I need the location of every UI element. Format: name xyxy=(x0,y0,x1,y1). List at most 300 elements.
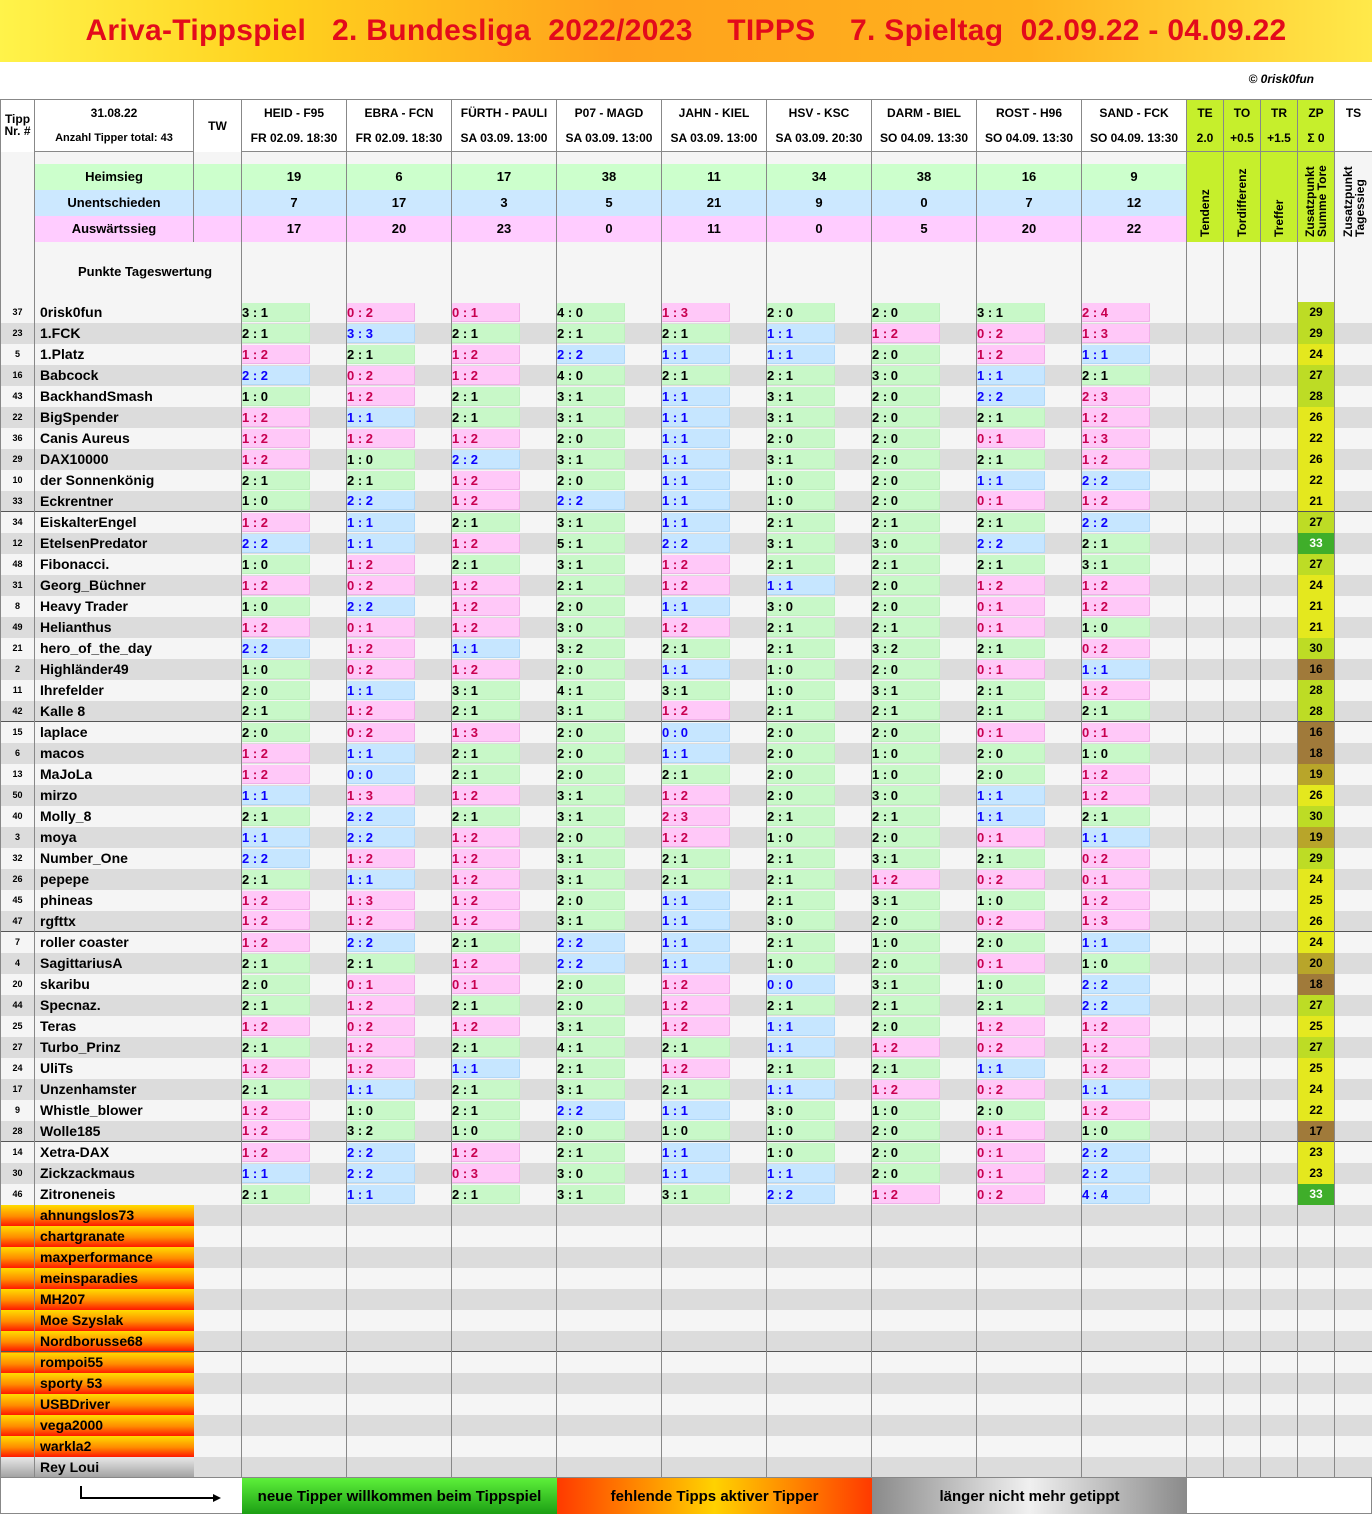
tip-value: 1 : 1 xyxy=(977,1059,1045,1078)
tip-value: 2 : 2 xyxy=(557,954,625,973)
tip-cell xyxy=(557,743,662,764)
score-cell xyxy=(1187,932,1224,953)
ts-cell xyxy=(1335,1079,1372,1100)
match-time-label: SA 03.09. 13:00 xyxy=(565,131,653,146)
score-cell xyxy=(1224,575,1261,596)
ts-cell xyxy=(1335,701,1372,722)
tw-cell xyxy=(194,512,242,533)
tw-cell xyxy=(194,1037,242,1058)
tip-cell xyxy=(977,1037,1082,1058)
tip-value: 1 : 1 xyxy=(242,1164,310,1183)
tip-cell xyxy=(1082,806,1187,827)
tip-cell xyxy=(1082,743,1187,764)
tip-cell xyxy=(1082,974,1187,995)
tipper-nr xyxy=(1,1079,35,1100)
tip-cell xyxy=(1082,659,1187,680)
tip-value: 2 : 3 xyxy=(1082,387,1150,406)
tip-value: 2 : 0 xyxy=(767,744,835,763)
score-cell xyxy=(1224,848,1261,869)
tipper-nr-text: 2 xyxy=(14,664,20,674)
tip-value: 3 : 1 xyxy=(1082,555,1150,574)
tip-value: 2 : 1 xyxy=(452,513,520,532)
tip-cell xyxy=(977,344,1082,365)
tip-cell xyxy=(452,428,557,449)
score-cell xyxy=(1224,596,1261,617)
tip-value: 1 : 2 xyxy=(1082,450,1150,469)
tip-value: 3 : 1 xyxy=(452,681,520,700)
tipper-nr-text: 49 xyxy=(12,622,23,632)
ts-cell xyxy=(1335,1184,1372,1205)
tip-value: 2 : 0 xyxy=(557,996,625,1015)
tipper-name xyxy=(35,449,194,470)
tipper-nr xyxy=(1,890,35,911)
zp-cell xyxy=(1298,974,1335,995)
tip-value: 1 : 2 xyxy=(452,891,520,910)
tw-cell xyxy=(194,764,242,785)
stat-value xyxy=(1082,164,1187,190)
zp-cell xyxy=(1298,533,1335,554)
tip-cell xyxy=(767,1037,872,1058)
match-name: DARM - BIEL xyxy=(887,105,961,120)
tip-cell xyxy=(1082,701,1187,722)
tip-value: 1 : 0 xyxy=(977,975,1045,994)
score-cell xyxy=(1261,596,1298,617)
zp-value: 17 xyxy=(1309,1123,1323,1138)
tipper-name-text: skaribu xyxy=(40,976,90,992)
tip-cell xyxy=(977,323,1082,344)
tip-cell xyxy=(1082,722,1187,743)
tip-cell xyxy=(347,449,452,470)
tip-cell xyxy=(767,638,872,659)
tip-value: 2 : 0 xyxy=(767,303,835,322)
tipper-nr xyxy=(1,533,35,554)
tip-value: 1 : 1 xyxy=(347,870,415,889)
tip-cell xyxy=(662,764,767,785)
tip-cell xyxy=(347,1121,452,1142)
tipper-nr-text: 6 xyxy=(14,748,20,758)
tip-value: 1 : 2 xyxy=(452,429,520,448)
tip-cell xyxy=(872,554,977,575)
tipper-name-text: moya xyxy=(40,829,77,845)
tip-value: 1 : 2 xyxy=(1082,576,1150,595)
tip-cell xyxy=(662,554,767,575)
score-cell xyxy=(1187,827,1224,848)
zp-cell xyxy=(1298,470,1335,491)
tip-value: 2 : 1 xyxy=(452,744,520,763)
tipper-name xyxy=(35,743,194,764)
tip-cell xyxy=(242,932,347,953)
tip-value: 1 : 2 xyxy=(1082,765,1150,784)
tip-cell xyxy=(557,1058,662,1079)
tip-cell xyxy=(662,575,767,596)
tip-value: 2 : 1 xyxy=(347,954,415,973)
score-cell xyxy=(1261,1121,1298,1142)
tip-value: 2 : 1 xyxy=(872,701,940,720)
table-row xyxy=(1,890,1372,911)
tipper-name xyxy=(35,848,194,869)
date: 31.08.22 xyxy=(90,105,138,120)
tip-value: 0 : 1 xyxy=(977,723,1045,742)
zp-value: 21 xyxy=(1309,599,1323,613)
tip-value: 2 : 0 xyxy=(242,681,310,700)
tip-value: 2 : 1 xyxy=(452,1185,520,1204)
tip-value: 1 : 0 xyxy=(662,1121,730,1140)
stat-value-text: 34 xyxy=(811,169,827,184)
tipper-nr-text: 44 xyxy=(12,1000,23,1010)
tip-cell xyxy=(872,953,977,974)
scoring-long-label xyxy=(1224,152,1261,242)
tip-value: 1 : 0 xyxy=(347,1101,415,1120)
zp-value: 28 xyxy=(1309,703,1323,718)
tip-cell xyxy=(977,659,1082,680)
tip-value: 4 : 1 xyxy=(557,1038,625,1057)
tip-value: 2 : 2 xyxy=(452,450,520,469)
tipper-name-text: 1.Platz xyxy=(40,346,85,362)
tipper-nr xyxy=(1,470,35,491)
tip-value: 2 : 2 xyxy=(347,933,415,952)
tip-cell xyxy=(767,617,872,638)
tip-value: 0 : 1 xyxy=(977,660,1045,679)
tip-value: 0 : 2 xyxy=(347,660,415,679)
tw-cell xyxy=(194,407,242,428)
tip-value: 3 : 1 xyxy=(977,303,1045,322)
tip-value: 2 : 1 xyxy=(242,701,310,720)
tip-value: 2 : 1 xyxy=(662,639,730,658)
tip-value: 2 : 1 xyxy=(872,618,940,637)
tipper-nr-text: 24 xyxy=(12,1063,23,1073)
tip-value: 1 : 2 xyxy=(347,1038,415,1057)
scoring-long-label xyxy=(1261,152,1298,242)
tip-cell xyxy=(977,617,1082,638)
tip-value: 2 : 0 xyxy=(872,450,940,469)
tip-cell xyxy=(872,449,977,470)
stat-value xyxy=(662,164,767,190)
tip-cell xyxy=(557,1121,662,1142)
score-cell xyxy=(1224,764,1261,785)
tip-cell xyxy=(767,764,872,785)
tip-cell xyxy=(977,1079,1082,1100)
tip-value: 4 : 4 xyxy=(1082,1185,1150,1204)
tip-value: 1 : 2 xyxy=(452,870,520,889)
tipper-name-text: 0risk0fun xyxy=(40,304,103,320)
tip-cell xyxy=(242,659,347,680)
zp-value: 18 xyxy=(1309,977,1323,991)
tip-value: 2 : 1 xyxy=(977,639,1045,658)
tip-cell xyxy=(662,449,767,470)
stat-value-text: 21 xyxy=(706,195,722,210)
tip-cell xyxy=(557,890,662,911)
tip-value: 2 : 0 xyxy=(872,597,940,616)
tw-cell xyxy=(194,638,242,659)
tip-value: 3 : 1 xyxy=(872,849,940,868)
tip-cell xyxy=(977,470,1082,491)
punkte-label: Punkte Tageswertung xyxy=(78,264,213,279)
tip-value: 2 : 1 xyxy=(1082,534,1150,553)
tip-cell xyxy=(242,1079,347,1100)
match-time xyxy=(767,126,872,152)
tip-cell xyxy=(977,449,1082,470)
zp-value: 22 xyxy=(1309,473,1323,487)
tip-cell xyxy=(347,911,452,932)
tip-cell xyxy=(767,596,872,617)
tipper-nr xyxy=(1,701,35,722)
tipper-name-text: UliTs xyxy=(40,1060,74,1076)
tipper-nr xyxy=(1,932,35,953)
tip-cell xyxy=(662,428,767,449)
tip-value: 2 : 1 xyxy=(977,513,1045,532)
tip-cell xyxy=(872,302,977,323)
tip-value: 1 : 2 xyxy=(872,1038,940,1057)
tip-cell xyxy=(1082,890,1187,911)
score-cell xyxy=(1187,1142,1224,1163)
stat-value xyxy=(242,190,347,216)
stat-value xyxy=(452,216,557,242)
tipper-name-text: Ihrefelder xyxy=(40,682,104,698)
stat-value xyxy=(452,190,557,216)
tip-value: 1 : 1 xyxy=(1082,345,1150,364)
ts-cell xyxy=(1335,575,1372,596)
zp-cell xyxy=(1298,1163,1335,1184)
tipper-name xyxy=(35,1163,194,1184)
stat-value-text: 0 xyxy=(605,221,613,236)
match-name: EBRA - FCN xyxy=(364,105,434,120)
tip-cell xyxy=(977,722,1082,743)
tip-cell xyxy=(662,302,767,323)
tip-cell xyxy=(872,848,977,869)
tipper-nr xyxy=(1,953,35,974)
tip-value: 1 : 1 xyxy=(242,828,310,847)
tip-value: 1 : 1 xyxy=(662,408,730,427)
tip-cell xyxy=(242,785,347,806)
tip-cell xyxy=(452,344,557,365)
tip-cell xyxy=(452,680,557,701)
tip-value: 0 : 1 xyxy=(347,618,415,637)
match-name: JAHN - KIEL xyxy=(678,105,750,120)
tip-value: 1 : 0 xyxy=(767,954,835,973)
tw-cell xyxy=(194,806,242,827)
score-cell xyxy=(1261,995,1298,1016)
tipper-name-text: EiskalterEngel xyxy=(40,514,137,531)
tip-cell xyxy=(767,533,872,554)
tip-value: 1 : 1 xyxy=(767,1017,835,1036)
zp-value: 22 xyxy=(1309,431,1323,445)
score-cell xyxy=(1261,470,1298,491)
tip-value: 3 : 1 xyxy=(557,870,625,889)
zp-value: 29 xyxy=(1309,305,1323,319)
tip-cell xyxy=(242,638,347,659)
score-cell xyxy=(1261,365,1298,386)
score-cell xyxy=(1261,575,1298,596)
zp-cell xyxy=(1298,806,1335,827)
ts-cell xyxy=(1335,554,1372,575)
tip-value: 1 : 2 xyxy=(452,1143,520,1162)
zp-cell xyxy=(1298,1121,1335,1142)
scoring-desc: Tordifferenz xyxy=(1235,168,1249,237)
stat-value-text: 0 xyxy=(920,195,928,210)
tip-cell xyxy=(767,575,872,596)
tw-cell xyxy=(194,470,242,491)
tip-value: 2 : 1 xyxy=(872,996,940,1015)
tip-value: 0 : 0 xyxy=(347,765,415,784)
tip-value: 1 : 1 xyxy=(347,744,415,763)
score-cell xyxy=(1187,491,1224,512)
tip-cell xyxy=(347,554,452,575)
zp-value: 24 xyxy=(1309,578,1323,592)
stat-value-text: 5 xyxy=(605,195,613,210)
tip-value: 2 : 1 xyxy=(872,513,940,532)
tip-cell xyxy=(977,764,1082,785)
tip-value: 1 : 1 xyxy=(662,429,730,448)
tip-cell xyxy=(662,1163,767,1184)
score-cell xyxy=(1224,386,1261,407)
tip-value: 3 : 0 xyxy=(767,597,835,616)
tip-value: 2 : 1 xyxy=(452,701,520,720)
tip-cell xyxy=(242,512,347,533)
score-cell xyxy=(1187,302,1224,323)
tip-cell xyxy=(872,470,977,491)
tip-cell xyxy=(662,1037,767,1058)
tip-value: 1 : 2 xyxy=(242,345,310,364)
match-time-label: SO 04.09. 13:30 xyxy=(1089,131,1179,146)
scoring-value xyxy=(1298,126,1335,152)
tip-cell xyxy=(1082,428,1187,449)
tip-value: 1 : 2 xyxy=(662,1059,730,1078)
tipper-nr xyxy=(1,575,35,596)
zp-cell xyxy=(1298,1079,1335,1100)
tip-value: 1 : 2 xyxy=(347,996,415,1015)
tip-cell xyxy=(977,1163,1082,1184)
tip-cell xyxy=(662,890,767,911)
tip-value: 1 : 0 xyxy=(767,660,835,679)
scoring-code-label: TE xyxy=(1197,105,1213,120)
tip-cell xyxy=(452,1037,557,1058)
tip-value: 2 : 0 xyxy=(977,744,1045,763)
tip-cell xyxy=(347,533,452,554)
tip-cell xyxy=(662,1058,767,1079)
ts-cell xyxy=(1335,848,1372,869)
tip-value: 1 : 2 xyxy=(872,1080,940,1099)
tip-cell xyxy=(242,365,347,386)
tip-cell xyxy=(662,722,767,743)
score-cell xyxy=(1187,806,1224,827)
match-time xyxy=(347,126,452,152)
tip-cell xyxy=(1082,680,1187,701)
tip-cell xyxy=(767,869,872,890)
tip-value: 1 : 2 xyxy=(242,765,310,784)
score-cell xyxy=(1261,428,1298,449)
tip-value: 1 : 2 xyxy=(242,408,310,427)
tip-cell xyxy=(557,512,662,533)
score-cell xyxy=(1261,1163,1298,1184)
tipper-nr xyxy=(1,1142,35,1163)
zp-value: 19 xyxy=(1309,830,1323,844)
tw-cell xyxy=(194,722,242,743)
tip-cell xyxy=(872,386,977,407)
zp-cell xyxy=(1298,596,1335,617)
zp-cell xyxy=(1298,995,1335,1016)
missing-tipper-row xyxy=(1,1394,1372,1415)
tipper-nr-text: 7 xyxy=(14,937,20,948)
tipper-nr xyxy=(1,344,35,365)
tip-cell xyxy=(347,1079,452,1100)
tip-cell xyxy=(452,764,557,785)
tip-value: 2 : 1 xyxy=(872,1059,940,1078)
tip-cell xyxy=(872,1100,977,1121)
tip-value: 2 : 2 xyxy=(1082,1164,1150,1183)
ts-cell xyxy=(1335,722,1372,743)
tw-cell xyxy=(194,848,242,869)
tip-cell xyxy=(662,659,767,680)
score-cell xyxy=(1187,953,1224,974)
zp-cell xyxy=(1298,365,1335,386)
tip-value: 1 : 2 xyxy=(1082,891,1150,910)
tipper-nr xyxy=(1,1016,35,1037)
table-row xyxy=(1,827,1372,848)
table-row xyxy=(1,512,1372,533)
tip-value: 2 : 0 xyxy=(872,1164,940,1183)
tip-value: 2 : 1 xyxy=(242,1185,310,1204)
tipper-name-text: maxperformance xyxy=(40,1249,153,1265)
ts-cell xyxy=(1335,932,1372,953)
tip-cell xyxy=(242,554,347,575)
tip-value: 3 : 1 xyxy=(557,555,625,574)
tw-cell xyxy=(194,1163,242,1184)
tip-cell xyxy=(767,743,872,764)
zp-value: 21 xyxy=(1309,620,1323,634)
tip-cell xyxy=(977,995,1082,1016)
tip-value: 1 : 1 xyxy=(662,1164,730,1183)
tip-cell xyxy=(977,554,1082,575)
tip-cell xyxy=(767,491,872,512)
tipper-name-text: BigSpender xyxy=(40,409,119,425)
tip-cell xyxy=(977,1100,1082,1121)
tip-cell xyxy=(767,974,872,995)
tip-value: 3 : 0 xyxy=(557,1164,625,1183)
score-cell xyxy=(1187,554,1224,575)
tip-cell xyxy=(557,575,662,596)
tip-value: 1 : 2 xyxy=(452,1017,520,1036)
tip-value: 1 : 2 xyxy=(662,1017,730,1036)
tip-value: 2 : 1 xyxy=(452,933,520,952)
score-cell xyxy=(1224,428,1261,449)
tip-value: 2 : 1 xyxy=(767,891,835,910)
tip-value: 1 : 1 xyxy=(347,534,415,553)
tipper-name-text: meinsparadies xyxy=(40,1270,139,1286)
ts-cell xyxy=(1335,386,1372,407)
tip-cell xyxy=(452,890,557,911)
tip-value: 0 : 1 xyxy=(977,1143,1045,1162)
table-row xyxy=(1,911,1372,932)
tipper-nr xyxy=(1,302,35,323)
score-cell xyxy=(1224,302,1261,323)
tipper-nr xyxy=(1,1163,35,1184)
tip-cell xyxy=(767,407,872,428)
zp-value: 27 xyxy=(1309,1040,1323,1054)
tip-value: 3 : 1 xyxy=(557,1185,625,1204)
tip-cell xyxy=(452,302,557,323)
tip-cell xyxy=(347,1058,452,1079)
score-cell xyxy=(1224,722,1261,743)
score-cell xyxy=(1224,1121,1261,1142)
score-cell xyxy=(1261,617,1298,638)
zp-cell xyxy=(1298,701,1335,722)
tip-value: 1 : 0 xyxy=(767,828,835,847)
tip-cell xyxy=(557,344,662,365)
tipper-name xyxy=(35,764,194,785)
tip-cell xyxy=(767,512,872,533)
match-header xyxy=(977,100,1082,126)
tip-cell xyxy=(557,449,662,470)
